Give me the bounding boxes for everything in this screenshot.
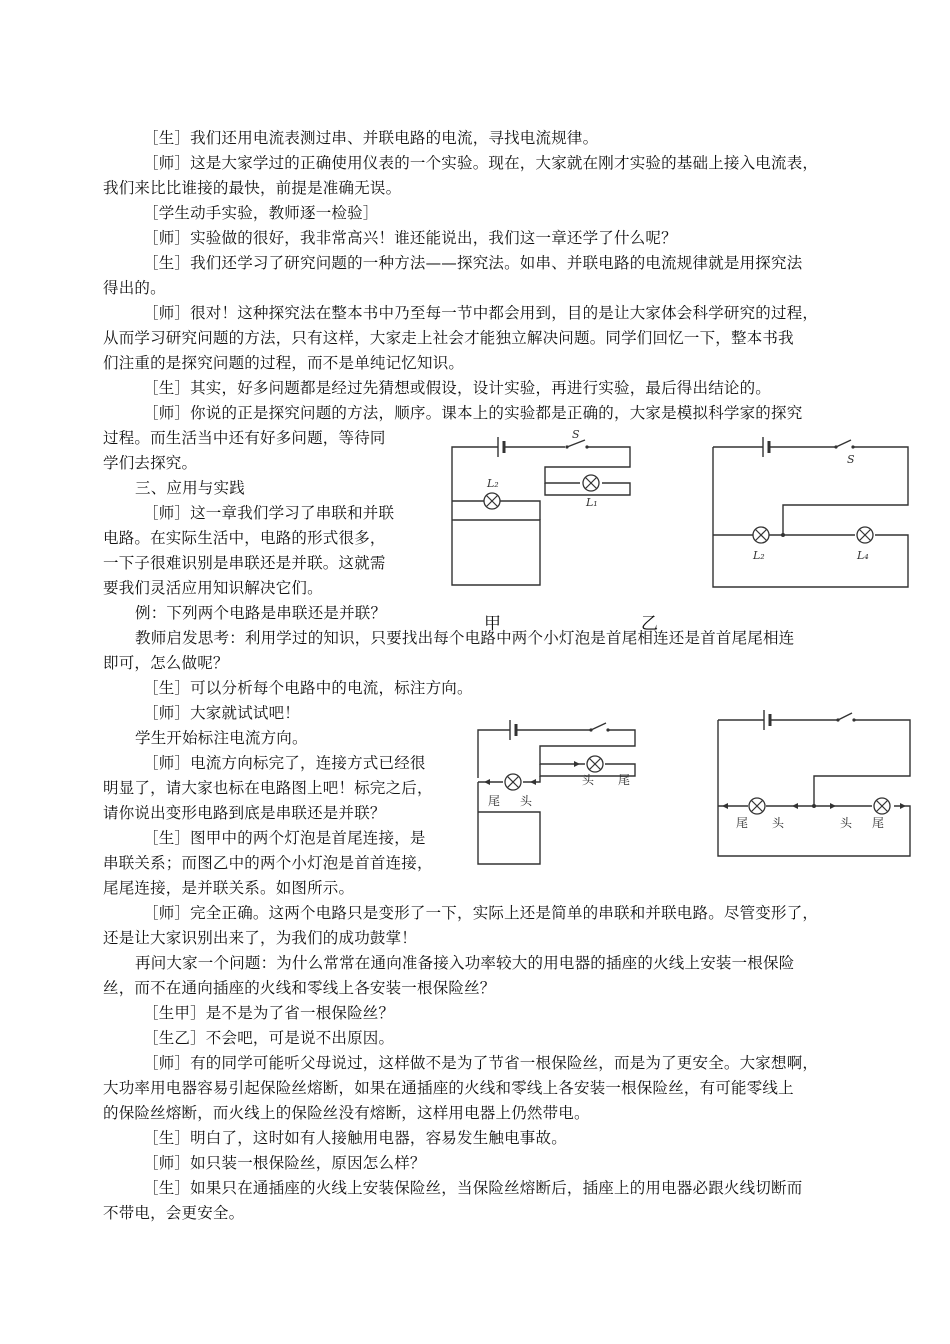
paragraph-line: 过程。而生活当中还有好多问题，等待同 (103, 429, 386, 447)
paragraph-line: ［师］有的同学可能听父母说过，这样做不是为了节省一根保险丝，而是为了更安全。大家想啊， (143, 1054, 819, 1072)
paragraph-line: 再问大家一个问题：为什么常常在通向准备接入功率较大的用电器的插座的火线上安装一根保险 (135, 954, 795, 972)
tail-label: 尾 (488, 794, 501, 808)
paragraph-line: ［师］这一章我们学习了串联和并联 (143, 504, 395, 522)
lamp-l1-label: L₁ (586, 496, 598, 509)
paragraph-line: ［生］可以分析每个电路中的电流，标注方向。 (143, 679, 473, 697)
lamp-l2-icon (484, 493, 500, 509)
lamp-l4-icon (857, 527, 873, 543)
paragraph-line: 要我们灵活应用知识解决它们。 (103, 579, 323, 597)
paragraph-line: ［师］实验做的很好，我非常高兴！谁还能说出，我们这一章还学了什么呢？ (143, 229, 677, 247)
paragraph-line: 教师启发思考：利用学过的知识，只要找出每个电路中两个小灯泡是首尾相连还是首首尾尾相连 (135, 629, 795, 647)
paragraph-line: 一下子很难识别是串联还是并联。这就需 (103, 554, 386, 572)
paragraph-line: 明显了，请大家也标在电路图上吧！标完之后， (103, 779, 433, 797)
paragraph-line: 学们去探究。 (103, 454, 198, 472)
lamp-l2-label: L₂ (487, 477, 499, 490)
paragraph-line: ［师］电流方向标完了，连接方式已经很 (143, 754, 426, 772)
paragraph-line: 我们来比比谁接的最快，前提是准确无误。 (103, 179, 402, 197)
paragraph-line: 学生开始标注电流方向。 (135, 729, 308, 747)
paragraph-line: ［生］其实，好多问题都是经过先猜想或假设，设计实验，再进行实验，最后得出结论的。 (143, 379, 772, 397)
paragraph-line: 即可，怎么做呢？ (103, 654, 229, 672)
paragraph-line: 例：下列两个电路是串联还是并联？ (135, 604, 387, 622)
circuit-diagram-yi-annotated (712, 708, 917, 863)
paragraph-line: ［生乙］不会吧，可是说不出原因。 (143, 1029, 395, 1047)
paragraph-line: ［生甲］是不是为了省一根保险丝？ (143, 1004, 395, 1022)
paragraph-line: 请你说出变形电路到底是串联还是并联？ (103, 804, 386, 822)
paragraph-line: ［生］图甲中的两个灯泡是首尾连接，是 (143, 829, 426, 847)
lamp-l1-icon (583, 475, 599, 491)
head-label: 头 (520, 794, 533, 808)
circuit-diagram-yi (705, 435, 920, 595)
paragraph-line: 尾尾连接，是并联关系。如图所示。 (103, 879, 355, 897)
head-label: 头 (582, 773, 595, 787)
lamp-l4-label: L₄ (857, 549, 869, 562)
caption-yi: 乙 (641, 614, 658, 634)
head-label: 头 (840, 816, 853, 830)
switch-label: S (572, 428, 580, 441)
head-label: 头 (772, 816, 785, 830)
paragraph-line: 丝，而不在通向插座的火线和零线上各安装一根保险丝？ (103, 979, 496, 997)
paragraph-line: 还是让大家识别出来了，为我们的成功鼓掌！ (103, 929, 418, 947)
tail-label: 尾 (618, 773, 631, 787)
paragraph-line: 的保险丝熔断，而火线上的保险丝没有熔断，这样用电器上仍然带电。 (103, 1104, 590, 1122)
lamp-icon (749, 798, 765, 814)
lamp-icon (587, 756, 603, 772)
circuit-diagram-jia-annotated (470, 712, 645, 872)
paragraph-line: ［学生动手实验，教师逐一检验］ (143, 204, 379, 222)
paragraph-line: ［师］大家就试试吧！ (143, 704, 301, 722)
section-heading: 三、应用与实践 (135, 479, 245, 497)
paragraph-line: ［师］很对！这种探究法在整本书中乃至每一节中都会用到，目的是让大家体会科学研究的过程， (143, 304, 819, 322)
lamp-icon (874, 798, 890, 814)
lamp-l2-label: L₂ (753, 549, 765, 562)
paragraph-line: 从而学习研究问题的方法，只有这样，大家走上社会才能独立解决问题。同学们回忆一下，整本书我 (103, 329, 794, 347)
paragraph-line: ［师］这是大家学过的正确使用仪表的一个实验。现在，大家就在刚才实验的基础上接入电流表， (143, 154, 819, 172)
paragraph-line: ［生］我们还用电流表测过串、并联电路的电流，寻找电流规律。 (143, 129, 599, 147)
paragraph-line: ［师］如只装一根保险丝，原因怎么样？ (143, 1154, 426, 1172)
paragraph-line: 串联关系；而图乙中的两个小灯泡是首首连接， (103, 854, 433, 872)
paragraph-line: 得出的。 (103, 279, 166, 297)
paragraph-line: 电路。在实际生活中，电路的形式很多， (103, 529, 386, 547)
switch-label: S (847, 453, 855, 466)
paragraph-line: 大功率用电器容易引起保险丝熔断，如果在通插座的火线和零线上各安装一根保险丝，有可能零线上 (103, 1079, 794, 1097)
paragraph-line: ［生］明白了，这时如有人接触用电器，容易发生触电事故。 (143, 1129, 567, 1147)
tail-label: 尾 (872, 816, 885, 830)
tail-label: 尾 (736, 816, 749, 830)
circuit-diagram-jia (440, 425, 640, 595)
paragraph-line: ［生］我们还学习了研究问题的一种方法——探究法。如串、并联电路的电流规律就是用探究法 (143, 254, 803, 272)
paragraph-line: 们注重的是探究问题的过程，而不是单纯记忆知识。 (103, 354, 465, 372)
lamp-l2-icon (753, 527, 769, 543)
paragraph-line: ［生］如果只在通插座的火线上安装保险丝，当保险丝熔断后，插座上的用电器必跟火线切断而 (143, 1179, 803, 1197)
paragraph-line: ［师］完全正确。这两个电路只是变形了一下，实际上还是简单的串联和并联电路。尽管变形了， (143, 904, 819, 922)
caption-jia: 甲 (484, 614, 501, 634)
lamp-icon (505, 774, 521, 790)
paragraph-line: ［师］你说的正是探究问题的方法，顺序。课本上的实验都是正确的，大家是模拟科学家的探究 (143, 404, 803, 422)
paragraph-line: 不带电，会更安全。 (103, 1204, 245, 1222)
